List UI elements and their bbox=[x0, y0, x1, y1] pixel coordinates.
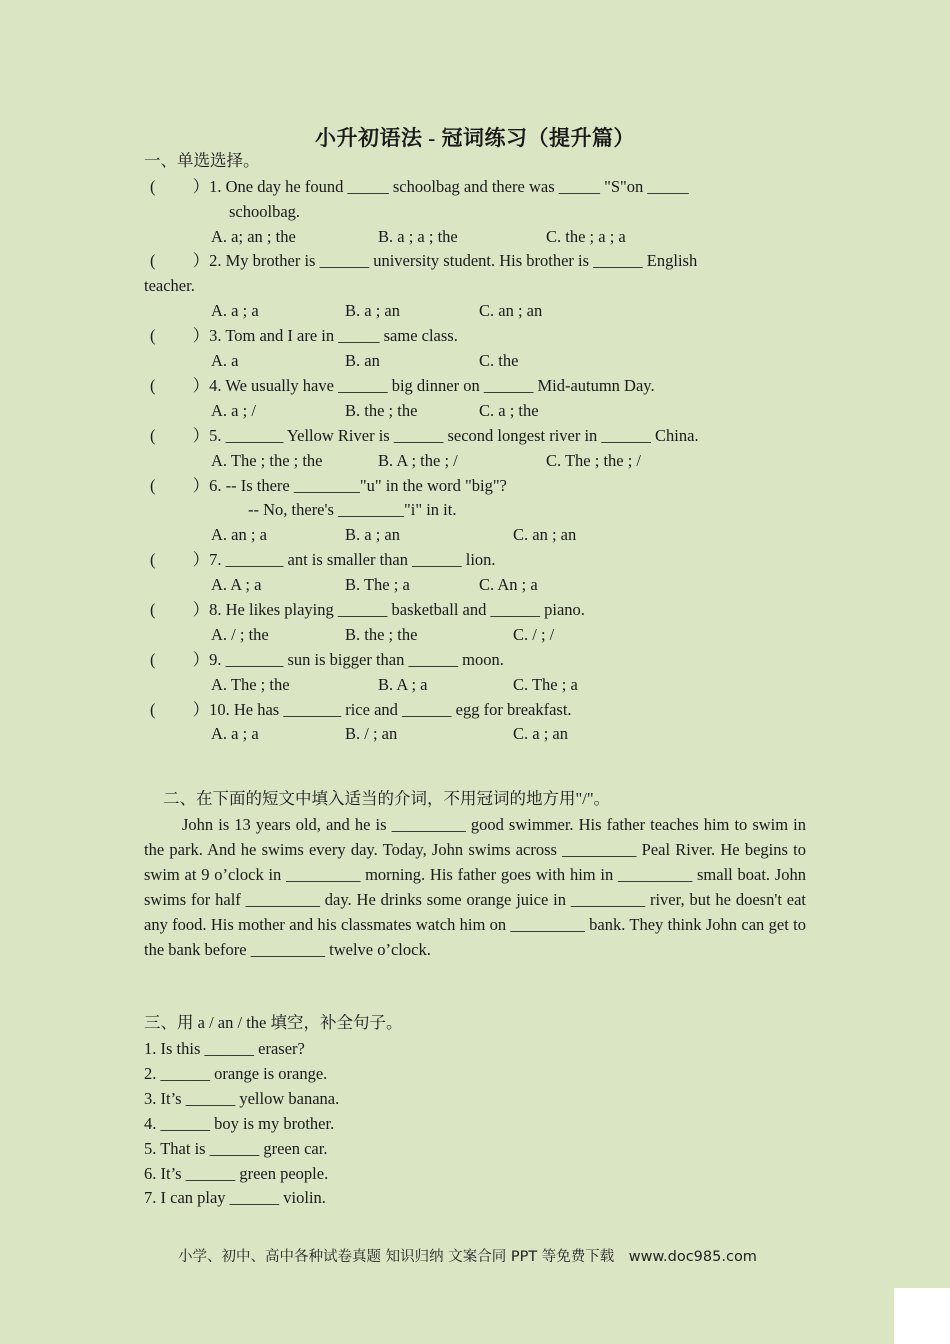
question-1-cont: schoolbag. bbox=[229, 202, 301, 221]
fill-item-4: 4. ______ boy is my brother. bbox=[144, 1114, 335, 1133]
question-7: ( ）7. _______ ant is smaller than ______ lion. bbox=[150, 550, 496, 569]
page-title: 小升初语法 - 冠词练习（提升篇） bbox=[315, 126, 635, 150]
question-10: ( ）10. He has _______ rice and ______ egg for breakfast. bbox=[150, 700, 572, 719]
q5-option-a: A. The ; the ; the bbox=[211, 451, 323, 470]
fill-item-6: 6. It’s ______ green people. bbox=[144, 1164, 329, 1183]
q3-option-b: B. an bbox=[345, 351, 380, 370]
q8-option-a: A. / ; the bbox=[211, 625, 269, 644]
question-2: ( ）2. My brother is ______ university student. His brother is ______ English bbox=[150, 251, 698, 270]
question-5: ( ）5. _______ Yellow River is ______ second longest river in ______ China. bbox=[150, 426, 699, 445]
footer-text: 小学、初中、高中各种试卷真题 知识归纳 文案合同 PPT 等免费下载 www.doc985.com bbox=[178, 1249, 757, 1265]
q10-option-a: A. a ; a bbox=[211, 724, 259, 743]
q4-option-c: C. a ; the bbox=[479, 401, 539, 420]
q10-option-c: C. a ; an bbox=[513, 724, 568, 743]
fill-item-7: 7. I can play ______ violin. bbox=[144, 1188, 326, 1207]
q2-option-c: C. an ; an bbox=[479, 301, 543, 320]
q6-option-a: A. an ; a bbox=[211, 525, 267, 544]
passage-text: John is 13 years old, and he is _________ good swimmer. His father teaches him to swim in the park. And he swims every day. Today, John swims across _________ Peal River. He begins to swim at 9 o’clock in _________ morning. His father goes with him in _________ small boat. John swims for half _________ day. He drinks some orange juice in _________ river, but he doesn't eat any food. His mother and his classmates watch him on _________ bank. They think John can get to the bank before _________ twelve o’clock. bbox=[144, 815, 806, 959]
question-6: ( ）6. -- Is there ________"u" in the word "big"? bbox=[150, 476, 507, 495]
fill-item-1: 1. Is this ______ eraser? bbox=[144, 1039, 305, 1058]
q10-option-b: B. / ; an bbox=[345, 724, 398, 743]
q8-option-c: C. / ; / bbox=[513, 625, 555, 644]
q6-option-b: B. a ; an bbox=[345, 525, 400, 544]
q7-option-a: A. A ; a bbox=[211, 575, 262, 594]
fill-item-5: 5. That is ______ green car. bbox=[144, 1139, 328, 1158]
question-3: ( ）3. Tom and I are in _____ same class. bbox=[150, 326, 458, 345]
page-corner bbox=[894, 1288, 950, 1344]
q5-option-b: B. A ; the ; / bbox=[378, 451, 458, 470]
q7-option-c: C. An ; a bbox=[479, 575, 538, 594]
q1-option-c: C. the ; a ; a bbox=[546, 227, 626, 246]
q1-option-b: B. a ; a ; the bbox=[378, 227, 458, 246]
section2-heading: 二、在下面的短文中填入适当的介词，不用冠词的地方用"/"。 bbox=[163, 789, 611, 808]
q3-option-a: A. a bbox=[211, 351, 239, 370]
q2-option-b: B. a ; an bbox=[345, 301, 400, 320]
q2-option-a: A. a ; a bbox=[211, 301, 259, 320]
section3-heading: 三、用 a / an / the 填空，补全句子。 bbox=[144, 1013, 403, 1032]
q9-option-c: C. The ; a bbox=[513, 675, 578, 694]
q1-option-a: A. a; an ; the bbox=[211, 227, 296, 246]
q9-option-a: A. The ; the bbox=[211, 675, 290, 694]
fill-item-2: 2. ______ orange is orange. bbox=[144, 1064, 328, 1083]
q4-option-b: B. the ; the bbox=[345, 401, 418, 420]
question-8: ( ）8. He likes playing ______ basketball and ______ piano. bbox=[150, 600, 585, 619]
q3-option-c: C. the bbox=[479, 351, 519, 370]
section2-passage bbox=[144, 812, 806, 962]
question-4: ( ）4. We usually have ______ big dinner on ______ Mid-autumn Day. bbox=[150, 376, 655, 395]
q9-option-b: B. A ; a bbox=[378, 675, 428, 694]
q8-option-b: B. the ; the bbox=[345, 625, 418, 644]
question-9: ( ）9. _______ sun is bigger than ______ moon. bbox=[150, 650, 504, 669]
question-1: ( ）1. One day he found _____ schoolbag and there was _____ "S"on _____ bbox=[150, 177, 689, 196]
section1-heading: 一、单选选择。 bbox=[144, 151, 260, 170]
q4-option-a: A. a ; / bbox=[211, 401, 256, 420]
q7-option-b: B. The ; a bbox=[345, 575, 410, 594]
question-2-cont: teacher. bbox=[144, 276, 195, 295]
q5-option-c: C. The ; the ; / bbox=[546, 451, 642, 470]
q6-option-c: C. an ; an bbox=[513, 525, 577, 544]
question-6-cont: -- No, there's ________"i" in it. bbox=[248, 500, 457, 519]
fill-item-3: 3. It’s ______ yellow banana. bbox=[144, 1089, 340, 1108]
